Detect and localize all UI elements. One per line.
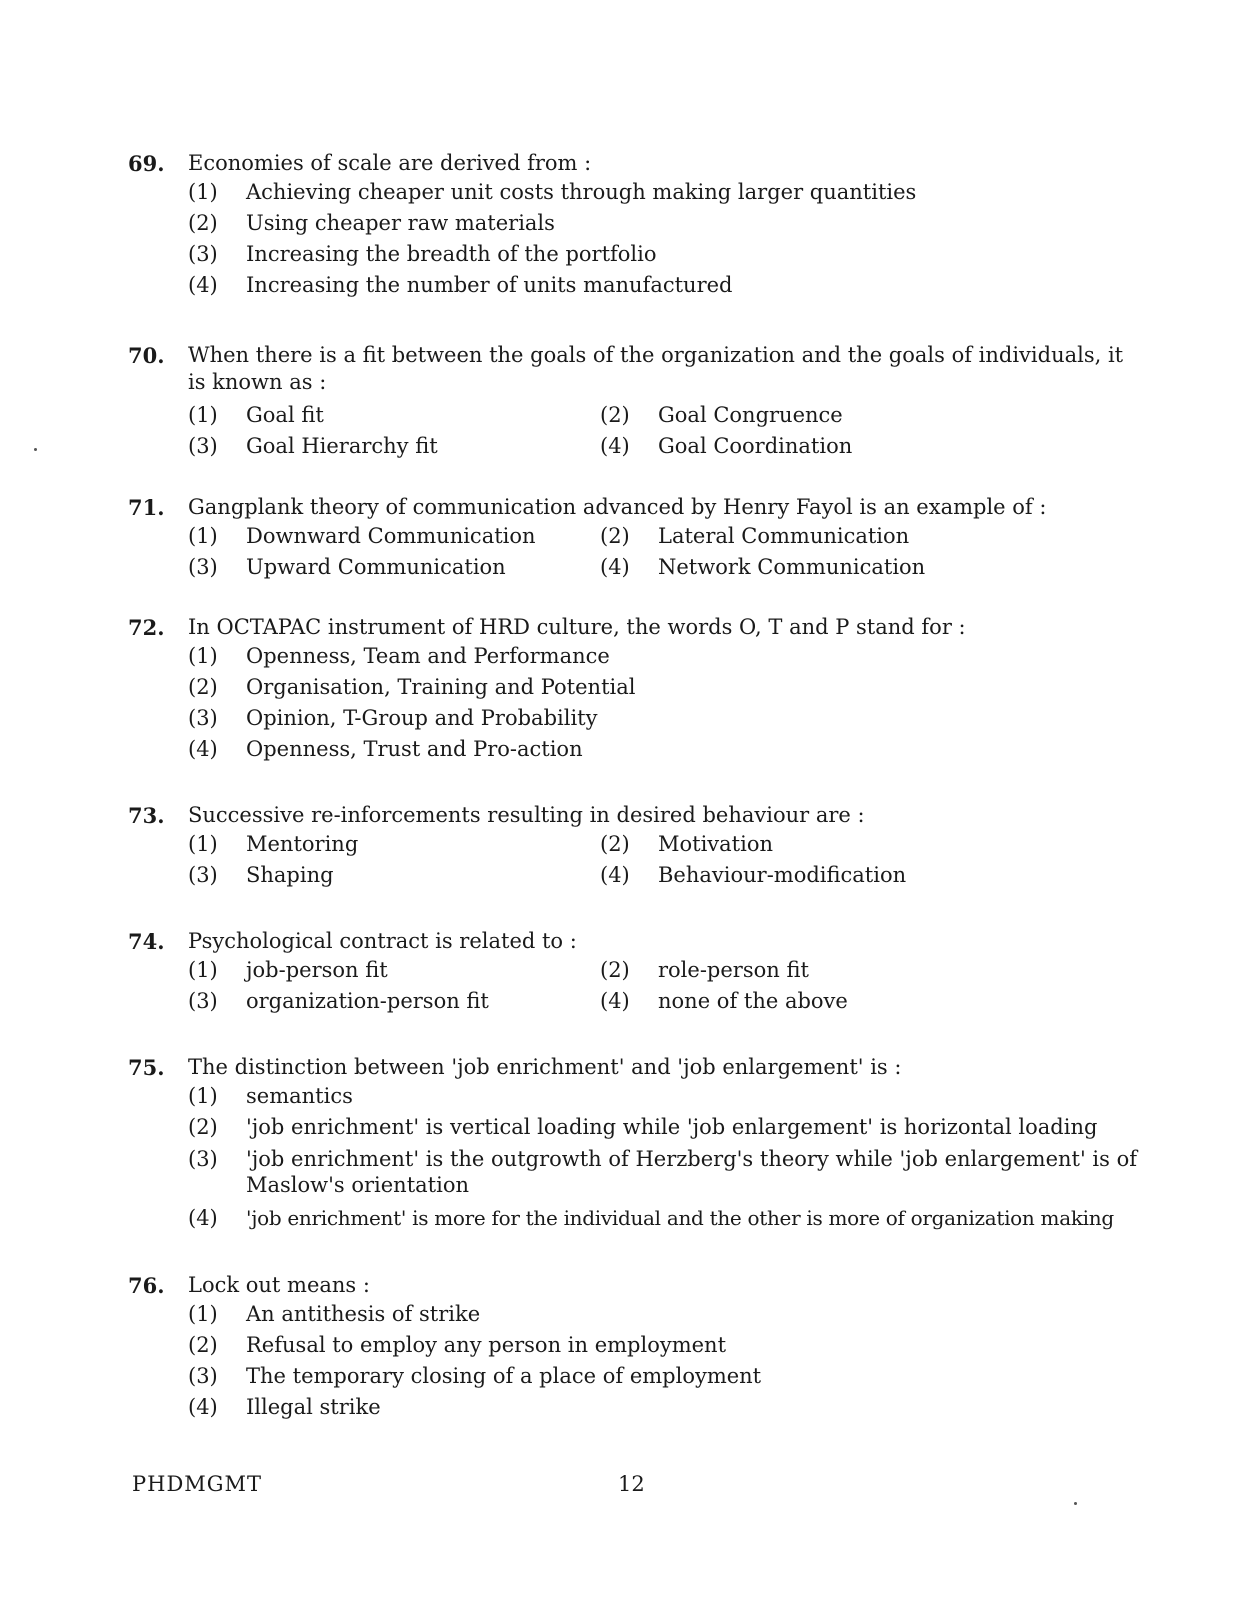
option-number: (4)	[600, 989, 630, 1013]
option-2	[600, 955, 1012, 986]
option-number: (2)	[188, 1333, 218, 1357]
question-76	[128, 1272, 1138, 1423]
option-text: Motivation	[658, 832, 774, 856]
option-number: (2)	[188, 211, 218, 235]
option-text: Network Communication	[658, 555, 926, 579]
option-1	[188, 400, 600, 431]
option-text: Achieving cheaper unit costs through making larger quantities	[246, 180, 917, 204]
option-2	[188, 1330, 1138, 1361]
question-text: When there is a fit between the goals of the organization and the goals of individuals, it is known as :	[188, 343, 1124, 394]
option-3	[188, 552, 600, 583]
option-text: Upward Communication	[246, 555, 506, 579]
option-text: Shaping	[246, 863, 334, 887]
option-text: job-person fit	[246, 958, 388, 982]
option-3	[188, 1361, 1138, 1392]
option-number: (3)	[188, 1364, 218, 1388]
option-1	[188, 1081, 1138, 1112]
paper-code: PHDMGMT	[132, 1472, 263, 1496]
option-number: (4)	[600, 863, 630, 887]
option-text: organization-person fit	[246, 989, 489, 1013]
option-text: Refusal to employ any person in employment	[246, 1333, 727, 1357]
option-number: (4)	[188, 737, 218, 761]
option-text: Using cheaper raw materials	[246, 211, 555, 235]
option-4	[188, 734, 1138, 765]
option-2	[600, 521, 1012, 552]
option-number: (1)	[188, 180, 218, 204]
question-73	[128, 802, 1138, 891]
option-number: (1)	[188, 1302, 218, 1326]
option-text: Goal Congruence	[658, 403, 843, 427]
option-number: (3)	[188, 555, 218, 579]
question-71	[128, 494, 1138, 583]
option-1	[188, 829, 600, 860]
option-1	[188, 177, 1138, 208]
question-text: Lock out means :	[188, 1273, 370, 1297]
option-number: (4)	[188, 273, 218, 297]
option-2	[188, 1112, 1138, 1143]
option-number: (3)	[188, 1147, 218, 1171]
question-number: 72.	[128, 615, 165, 640]
question-number: 74.	[128, 929, 165, 954]
option-4	[600, 552, 1012, 583]
question-75	[128, 1054, 1138, 1234]
question-number: 71.	[128, 495, 165, 520]
question-text: Economies of scale are derived from :	[188, 151, 592, 175]
question-number: 73.	[128, 803, 165, 828]
option-2	[188, 672, 1138, 703]
option-2	[600, 400, 1012, 431]
option-3	[188, 239, 1138, 270]
option-text: Opinion, T-Group and Probability	[246, 706, 598, 730]
option-1	[188, 521, 600, 552]
option-number: (2)	[188, 1115, 218, 1139]
option-number: (2)	[600, 832, 630, 856]
option-number: (1)	[188, 958, 218, 982]
question-69	[128, 150, 1138, 301]
option-text: Mentoring	[246, 832, 359, 856]
option-text: Goal Hierarchy fit	[246, 434, 438, 458]
scan-speck	[1074, 1502, 1077, 1505]
question-74	[128, 928, 1138, 1017]
option-number: (3)	[188, 434, 218, 458]
option-4	[600, 986, 1012, 1017]
option-number: (1)	[188, 832, 218, 856]
option-text: 'job enrichment' is the outgrowth of Herzberg's theory while 'job enlargement' is of Maslow's orientation	[246, 1147, 1138, 1197]
option-number: (1)	[188, 1084, 218, 1108]
option-1	[188, 1299, 1138, 1330]
option-4	[600, 431, 1012, 462]
option-1	[188, 641, 1138, 672]
option-3	[188, 703, 1138, 734]
question-number: 75.	[128, 1055, 165, 1080]
question-number: 76.	[128, 1273, 165, 1298]
question-text: Psychological contract is related to :	[188, 929, 577, 953]
option-3	[188, 860, 600, 891]
option-1	[188, 955, 600, 986]
option-text: Downward Communication	[246, 524, 536, 548]
option-3	[188, 431, 600, 462]
option-4	[600, 860, 1012, 891]
option-text: 'job enrichment' is more for the individual and the other is more of organization making	[246, 1206, 1114, 1230]
option-text: Illegal strike	[246, 1395, 381, 1419]
option-number: (1)	[188, 524, 218, 548]
question-text: The distinction between 'job enrichment' and 'job enlargement' is :	[188, 1055, 902, 1079]
question-number: 69.	[128, 151, 165, 176]
question-text: Gangplank theory of communication advanced by Henry Fayol is an example of :	[188, 495, 1047, 519]
option-number: (4)	[600, 434, 630, 458]
option-text: Behaviour-modification	[658, 863, 907, 887]
option-number: (1)	[188, 644, 218, 668]
option-4	[188, 270, 1138, 301]
option-number: (4)	[188, 1395, 218, 1419]
option-text: The temporary closing of a place of employment	[246, 1364, 762, 1388]
option-3	[188, 1143, 1138, 1203]
option-number: (3)	[188, 989, 218, 1013]
scan-speck	[34, 448, 37, 451]
option-text: Increasing the breadth of the portfolio	[246, 242, 657, 266]
option-number: (4)	[600, 555, 630, 579]
option-text: role-person fit	[658, 958, 809, 982]
option-number: (1)	[188, 403, 218, 427]
option-3	[188, 986, 600, 1017]
option-text: 'job enrichment' is vertical loading while 'job enlargement' is horizontal loading	[246, 1115, 1098, 1139]
option-text: Goal fit	[246, 403, 324, 427]
question-number: 70.	[128, 343, 165, 368]
option-number: (2)	[600, 524, 630, 548]
option-text: Openness, Team and Performance	[246, 644, 610, 668]
option-number: (2)	[188, 675, 218, 699]
option-text: Organisation, Training and Potential	[246, 675, 636, 699]
question-text: In OCTAPAC instrument of HRD culture, the words O, T and P stand for :	[188, 615, 966, 639]
option-number: (2)	[600, 958, 630, 982]
question-70	[128, 342, 1138, 462]
option-number: (2)	[600, 403, 630, 427]
option-4	[188, 1392, 1138, 1423]
option-text: semantics	[246, 1084, 353, 1108]
option-2	[188, 208, 1138, 239]
question-text: Successive re-inforcements resulting in desired behaviour are :	[188, 803, 865, 827]
option-text: An antithesis of strike	[246, 1302, 481, 1326]
option-number: (4)	[188, 1206, 218, 1230]
question-72	[128, 614, 1138, 765]
option-number: (3)	[188, 242, 218, 266]
option-number: (3)	[188, 863, 218, 887]
option-text: Lateral Communication	[658, 524, 910, 548]
option-text: none of the above	[658, 989, 848, 1013]
option-text: Openness, Trust and Pro-action	[246, 737, 583, 761]
page-number: 12	[618, 1472, 645, 1496]
option-number: (3)	[188, 706, 218, 730]
option-4	[188, 1203, 1138, 1234]
option-text: Increasing the number of units manufactured	[246, 273, 733, 297]
option-2	[600, 829, 1012, 860]
option-text: Goal Coordination	[658, 434, 853, 458]
